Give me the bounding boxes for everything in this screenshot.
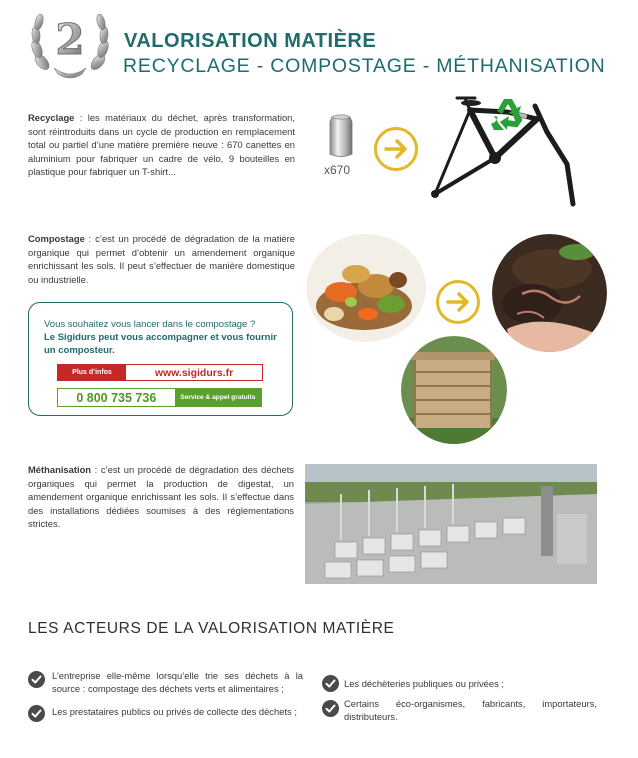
check-icon xyxy=(28,671,45,688)
page-title: VALORISATION MATIÈRE xyxy=(124,30,377,52)
can-count-label: x670 xyxy=(324,163,351,177)
recycle-icon xyxy=(489,96,527,134)
silver-laurel-badge-icon xyxy=(28,4,112,82)
website-badge-label: Plus d’infos xyxy=(58,365,126,380)
compostage-paragraph xyxy=(28,232,295,286)
recyclage-term: Recyclage xyxy=(28,112,75,123)
recyclage-text: : les matériaux du déchet, après transformation, sont réintroduits dans un cycle de production en remplacement total ou partiel d’une matière première neuve : 670 canettes en aluminium pour fabriquer un cadre de vélo, 9 bouteilles en plastique pour fabriquer un T-shirt... xyxy=(28,112,295,178)
recyclage-paragraph xyxy=(28,111,295,179)
methanisation-paragraph xyxy=(28,463,294,531)
arrow-right-icon xyxy=(436,280,480,324)
svg-text:2: 2 xyxy=(55,15,85,64)
aluminium-can-icon xyxy=(328,112,354,160)
wooden-composter-image xyxy=(401,336,507,444)
compost-question: Vous souhaitez vous lancer dans le compostage ? xyxy=(44,319,256,330)
website-link[interactable]: www.sigidurs.fr xyxy=(154,366,234,379)
methanisation-term: Méthanisation xyxy=(28,464,92,475)
actors-section-title: LES ACTEURS DE LA VALORISATION MATIÈRE xyxy=(28,620,395,637)
methanisation-plant-image xyxy=(305,464,597,584)
actor-item: Les prestataires publics ou privés de collecte des déchets ; xyxy=(52,706,297,717)
compost-offer: Le Sigidurs peut vous accompagner et vous fournir un composteur. xyxy=(44,332,277,356)
actor-item: Les déchèteries publiques ou privées ; xyxy=(344,678,504,689)
arrow-right-icon xyxy=(374,127,418,171)
food-waste-image xyxy=(306,234,426,342)
check-icon xyxy=(28,705,45,722)
compostage-text: : c’est un procédé de dégradation de la matière organique qui permet d’obtenir un amendement organique enrichissant les sols. Il peut s’effectuer de manière domestique ou industrielle. xyxy=(28,233,295,285)
check-icon xyxy=(322,700,339,717)
compost-soil-image xyxy=(492,234,607,352)
website-badge[interactable] xyxy=(57,364,263,381)
check-icon xyxy=(322,675,339,692)
actor-item: L’entreprise elle-même lorsqu’elle trie ses déchets à la source : compostage des déchets verts et alimentaires ; xyxy=(52,670,303,694)
compostage-term: Compostage xyxy=(28,233,85,244)
phone-badge-label: Service & appel gratuits xyxy=(175,389,261,406)
phone-number[interactable]: 0 800 735 736 xyxy=(76,390,157,405)
page-subtitle: RECYCLAGE - COMPOSTAGE - MÉTHANISATION xyxy=(123,55,606,77)
phone-badge[interactable] xyxy=(57,388,262,407)
methanisation-text: : c’est un procédé de dégradation des déchets organiques qui permet la production de digestat, un amendement organique enrichissant les sols. Il s’effectue dans des installations dédiées soumises à des réglementations strictes. xyxy=(28,464,294,530)
actor-item: Certains éco-organismes, fabricants, importateurs, distributeurs. xyxy=(344,698,597,722)
